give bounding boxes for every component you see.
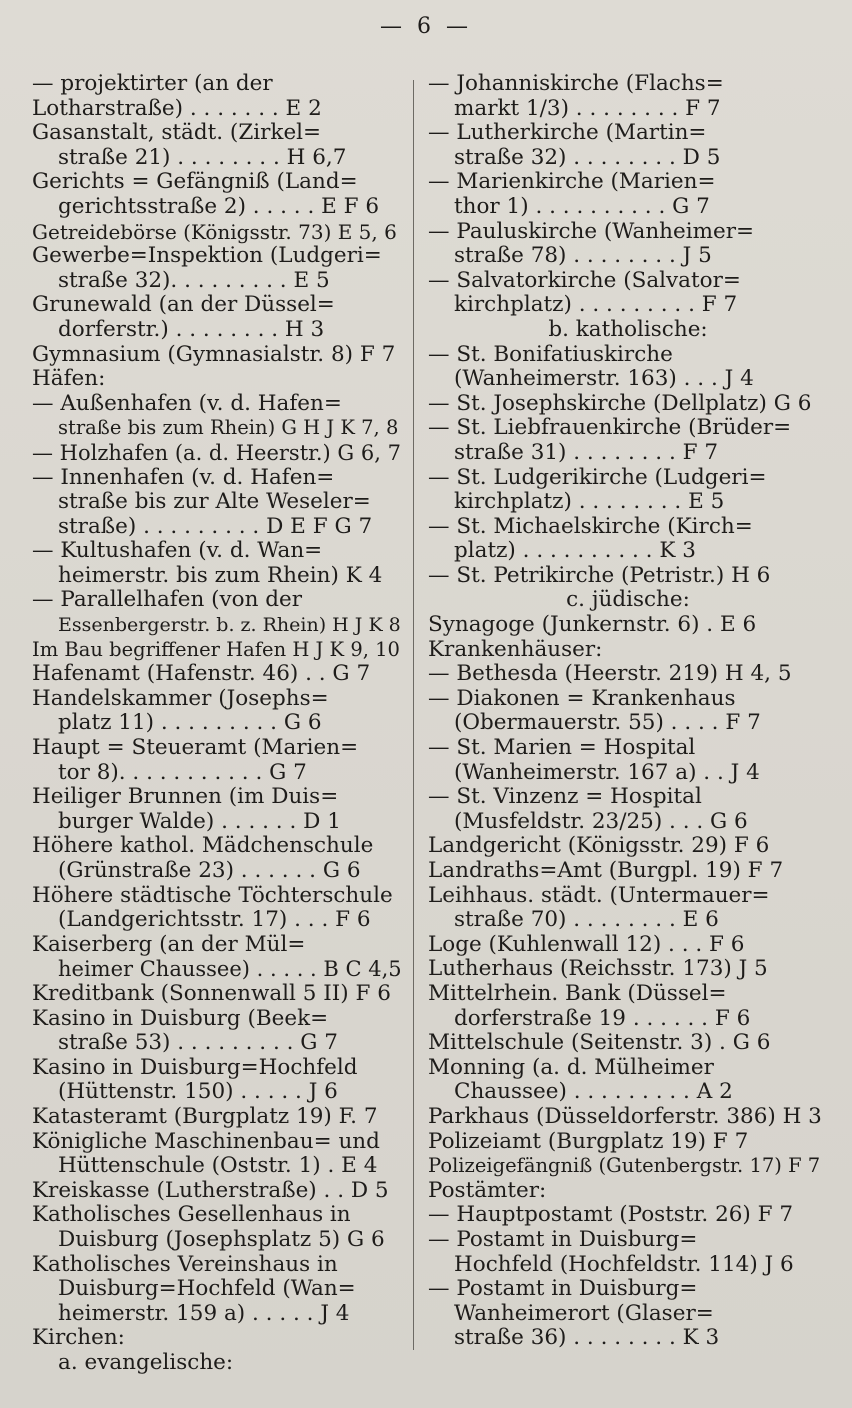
entry-line: Loge (Kuhlenwall 12) . . . F 6	[428, 931, 745, 957]
column-divider	[413, 80, 414, 1350]
entry-line: (Grünstraße 23) . . . . . . G 6	[58, 858, 361, 883]
entry-line: — St. Marien = Hospital	[428, 735, 696, 761]
entry-line: Kasino in Duisburg (Beek=	[32, 1005, 329, 1031]
entry-line: straße 32) . . . . . . . . D 5	[454, 144, 721, 170]
entry-line: Essenbergerstr. b. z. Rhein) H J K 8	[58, 614, 401, 637]
entry-line: (Wanheimerstr. 167 a) . . J 4	[454, 759, 760, 785]
entry-line: dorferstraße 19 . . . . . . F 6	[454, 1005, 751, 1031]
entry-line: Königliche Maschinenbau= und	[32, 1128, 380, 1154]
entry-line: — St. Bonifatiuskirche	[428, 341, 673, 367]
entry-line: platz) . . . . . . . . . . K 3	[454, 538, 696, 564]
entry-line: — Marienkirche (Marien=	[428, 169, 716, 195]
entry-line: Getreidebörse (Königsstr. 73) E 5, 6	[32, 219, 397, 244]
entry-line: — Diakonen = Krankenhaus	[428, 685, 736, 711]
entry-line: — St. Liebfrauenkirche (Brüder=	[428, 415, 792, 441]
entry-line: straße 53) . . . . . . . . . G 7	[58, 1030, 338, 1056]
entry-line: Postämter:	[428, 1177, 547, 1203]
entry-line: Krankenhäuser:	[428, 636, 603, 662]
entry-line: Leihhaus. städt. (Untermauer=	[428, 882, 770, 908]
entry-line: Chaussee) . . . . . . . . . A 2	[454, 1079, 733, 1105]
entry-line: straße bis zur Alte Weseler=	[58, 489, 371, 515]
entry-line: straße 78) . . . . . . . . J 5	[454, 243, 712, 269]
entry-line: Höhere städtische Töchterschule	[32, 882, 393, 908]
entry-line: straße 32). . . . . . . . . E 5	[58, 267, 330, 293]
entry-line: Mittelschule (Seitenstr. 3) . G 6	[428, 1030, 771, 1056]
entry-line: Hochfeld (Hochfeldstr. 114) J 6	[454, 1251, 794, 1277]
entry-line: Duisburg (Josephsplatz 5) G 6	[58, 1226, 385, 1252]
entry-line: Lotharstraße) . . . . . . . E 2	[32, 95, 322, 121]
entry-line: c. jüdische:	[566, 587, 690, 613]
entry-line: straße 36) . . . . . . . . K 3	[454, 1325, 720, 1351]
entry-line: Kreditbank (Sonnenwall 5 II) F 6	[32, 980, 391, 1006]
entry-line: markt 1/3) . . . . . . . . F 7	[454, 95, 721, 121]
entry-line: — Holzhafen (a. d. Heerstr.) G 6, 7	[32, 440, 401, 465]
entry-line: — Postamt in Duisburg=	[428, 1226, 698, 1252]
entry-line: Landgericht (Königsstr. 29) F 6	[428, 833, 770, 859]
entry-line: Lutherhaus (Reichsstr. 173) J 5	[428, 956, 768, 982]
entry-line: — Postamt in Duisburg=	[428, 1276, 698, 1302]
entry-line: — Innenhafen (v. d. Hafen=	[32, 464, 335, 490]
entry-line: Gerichts = Gefängniß (Land=	[32, 169, 358, 195]
entry-line: Gasanstalt, städt. (Zirkel=	[32, 120, 322, 146]
entry-line: heimerstr. bis zum Rhein) K 4	[58, 562, 383, 588]
entry-line: — Salvatorkirche (Salvator=	[428, 267, 741, 293]
entry-line: (Obermauerstr. 55) . . . . F 7	[454, 710, 761, 736]
entry-line: Haupt = Steueramt (Marien=	[32, 735, 359, 761]
entry-line: Im Bau begriffener Hafen H J K 9, 10	[32, 637, 400, 661]
entry-line: — Kultushafen (v. d. Wan=	[32, 538, 323, 564]
entry-line: heimer Chaussee) . . . . . B C 4,5	[58, 957, 402, 982]
entry-line: kirchplatz) . . . . . . . . E 5	[454, 489, 725, 515]
entry-line: thor 1) . . . . . . . . . . G 7	[454, 193, 710, 219]
entry-line: (Hüttenstr. 150) . . . . . J 6	[58, 1079, 338, 1105]
entry-line: Höhere kathol. Mädchenschule	[32, 833, 374, 859]
entry-line: dorferstr.) . . . . . . . . H 3	[58, 316, 325, 342]
entry-line: — St. Josephskirche (Dellplatz) G 6	[428, 390, 812, 416]
entry-line: Duisburg=Hochfeld (Wan=	[58, 1276, 356, 1302]
entry-line: (Landgerichtsstr. 17) . . . F 6	[58, 907, 371, 933]
entry-line: Kasino in Duisburg=Hochfeld	[32, 1054, 358, 1080]
entry-line: Häfen:	[32, 366, 106, 392]
entry-line: — Bethesda (Heerstr. 219) H 4, 5	[428, 661, 792, 687]
entry-line: heimerstr. 159 a) . . . . . J 4	[58, 1300, 350, 1326]
entry-line: Grunewald (an der Düssel=	[32, 292, 335, 318]
entry-line: — Hauptpostamt (Poststr. 26) F 7	[428, 1202, 794, 1228]
entry-line: Polizeiamt (Burgplatz 19) F 7	[428, 1128, 749, 1154]
entry-line: — St. Vinzenz = Hospital	[428, 784, 702, 810]
entry-line: Handelskammer (Josephs=	[32, 685, 329, 711]
entry-line: Synagoge (Junkernstr. 6) . E 6	[428, 612, 757, 638]
entry-line: (Musfeldstr. 23/25) . . . G 6	[454, 808, 748, 834]
entry-line: Hüttenschule (Oststr. 1) . E 4	[58, 1153, 378, 1179]
entry-line: Wanheimerort (Glaser=	[454, 1300, 714, 1326]
entry-line: — St. Petrikirche (Petristr.) H 6	[428, 562, 771, 588]
entry-line: straße bis zum Rhein) G H J K 7, 8	[58, 416, 399, 440]
entry-line: gerichtsstraße 2) . . . . . E F 6	[58, 193, 380, 219]
entry-line: Hafenamt (Hafenstr. 46) . . G 7	[32, 661, 371, 687]
entry-line: Gymnasium (Gymnasialstr. 8) F 7	[32, 341, 396, 367]
entry-line: straße 31) . . . . . . . . F 7	[454, 439, 719, 465]
entry-line: platz 11) . . . . . . . . . G 6	[58, 710, 322, 736]
entry-line: b. katholische:	[548, 316, 708, 342]
entry-line: Heiliger Brunnen (im Duis=	[32, 784, 339, 810]
entry-line: Parkhaus (Düsseldorferstr. 386) H 3	[428, 1103, 822, 1129]
entry-line: Katholisches Gesellenhaus in	[32, 1202, 351, 1228]
entry-line: Gewerbe=Inspektion (Ludgeri=	[32, 243, 382, 269]
entry-line: burger Walde) . . . . . . D 1	[58, 808, 341, 834]
entry-line: (Wanheimerstr. 163) . . . J 4	[454, 366, 754, 392]
entry-line: straße) . . . . . . . . . D E F G 7	[58, 513, 373, 539]
entry-line: kirchplatz) . . . . . . . . . F 7	[454, 292, 738, 318]
entry-line: Kirchen:	[32, 1325, 125, 1351]
entry-line: — St. Michaelskirche (Kirch=	[428, 513, 753, 539]
entry-line: tor 8). . . . . . . . . . . G 7	[58, 759, 307, 785]
entry-line: — Pauluskirche (Wanheimer=	[428, 218, 755, 244]
entry-line: straße 70) . . . . . . . . E 6	[454, 907, 719, 933]
entry-line: Landraths=Amt (Burgpl. 19) F 7	[428, 858, 784, 883]
entry-line: — Lutherkirche (Martin=	[428, 120, 707, 146]
entry-line: straße 21) . . . . . . . . H 6,7	[58, 144, 347, 170]
entry-line: Mittelrhein. Bank (Düssel=	[428, 980, 727, 1006]
entry-line: Katasteramt (Burgplatz 19) F. 7	[32, 1103, 378, 1129]
entry-line: Polizeigefängniß (Gutenbergstr. 17) F 7	[428, 1154, 821, 1178]
entry-line: — St. Ludgerikirche (Ludgeri=	[428, 464, 767, 490]
entry-line: — Parallelhafen (von der	[32, 587, 303, 613]
entry-line: — Außenhafen (v. d. Hafen=	[32, 390, 342, 416]
entry-line: — Johanniskirche (Flachs=	[428, 71, 724, 96]
right-column	[428, 72, 828, 1351]
entry-line: Kaiserberg (an der Mül=	[32, 931, 306, 957]
entry-line: Katholisches Vereinshaus in	[32, 1251, 338, 1277]
entry-line: a. evangelische:	[58, 1349, 234, 1375]
entry-line: Kreiskasse (Lutherstraße) . . D 5	[32, 1177, 389, 1203]
entry-line: — projektirter (an der	[32, 71, 273, 96]
entry-line: Monning (a. d. Mülheimer	[428, 1054, 714, 1080]
page-number: — 6 —	[380, 14, 472, 39]
left-column	[32, 72, 404, 1375]
